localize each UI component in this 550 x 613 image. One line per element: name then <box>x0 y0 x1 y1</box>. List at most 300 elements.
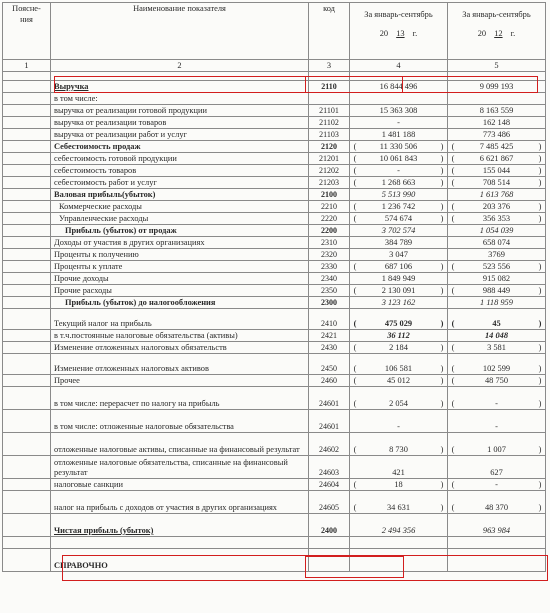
close-paren: ) <box>440 166 444 175</box>
column-number: 2 <box>51 60 309 72</box>
explanation-cell <box>3 249 51 261</box>
value-2013: - <box>350 117 448 129</box>
indicator-code: 2330 <box>309 261 350 273</box>
indicator-name: налог на прибыль с доходов от участия в других организациях <box>51 491 309 514</box>
close-paren: ) <box>440 376 444 385</box>
value-2012 <box>448 354 546 375</box>
open-paren: ( <box>451 286 455 295</box>
open-paren: ( <box>353 364 357 373</box>
indicator-name <box>51 537 309 549</box>
close-paren: ) <box>538 214 542 223</box>
explanation-cell <box>3 410 51 433</box>
header-year-2013: 13 <box>396 29 405 38</box>
value-2012: 773 486 <box>448 129 546 141</box>
value-2012: 3769 <box>448 249 546 261</box>
value-2012: 963 984 <box>448 514 546 537</box>
open-paren: ( <box>451 214 455 223</box>
table-row <box>3 375 546 387</box>
value-2012 <box>448 375 546 387</box>
indicator-code: 2310 <box>309 237 350 249</box>
table-row <box>3 549 546 572</box>
explanation-cell <box>3 309 51 330</box>
indicator-name: в т.ч.постоянные налоговые обязательства (активы) <box>51 330 309 342</box>
indicator-code: 24601 <box>309 387 350 410</box>
value-2013: 421 <box>350 456 448 479</box>
close-paren: ) <box>440 142 444 151</box>
table-row <box>3 309 546 330</box>
indicator-name: себестоимость готовой продукции <box>51 153 309 165</box>
open-paren: ( <box>353 202 357 211</box>
table-row <box>3 177 546 189</box>
value-2012 <box>448 433 546 456</box>
explanation-cell <box>3 117 51 129</box>
header-explanations: Поясне-ния <box>3 3 51 60</box>
open-paren: ( <box>451 503 455 512</box>
value-wrapper <box>449 285 544 296</box>
close-paren: ) <box>440 202 444 211</box>
indicator-code: 21201 <box>309 153 350 165</box>
value-number: 155 044 <box>482 166 511 175</box>
explanation-cell <box>3 549 51 572</box>
table-row <box>3 354 546 375</box>
value-2013 <box>350 537 448 549</box>
close-paren: ) <box>538 178 542 187</box>
indicator-name: налоговые санкции <box>51 479 309 491</box>
value-wrapper <box>449 479 544 490</box>
indicator-name: себестоимость товаров <box>51 165 309 177</box>
indicator-name: Управленческие расходы <box>51 213 309 225</box>
value-number: 3 581 <box>487 343 506 352</box>
indicator-code: 2421 <box>309 330 350 342</box>
value-2013: 3 047 <box>350 249 448 261</box>
value-2012 <box>448 491 546 514</box>
indicator-code: 2350 <box>309 285 350 297</box>
indicator-code: 21202 <box>309 165 350 177</box>
close-paren: ) <box>538 202 542 211</box>
value-wrapper <box>449 177 544 188</box>
value-wrapper <box>351 342 446 353</box>
indicator-code: 2200 <box>309 225 350 237</box>
table-row <box>3 237 546 249</box>
value-wrapper <box>449 375 544 386</box>
explanation-cell <box>3 514 51 537</box>
explanation-cell <box>3 201 51 213</box>
column-number: 3 <box>309 60 350 72</box>
open-paren: ( <box>353 154 357 163</box>
value-number: 1 007 <box>487 445 506 454</box>
close-paren: ) <box>440 343 444 352</box>
table-row <box>3 410 546 433</box>
indicator-name: Прочее <box>51 375 309 387</box>
value-2013: 16 844 496 <box>350 81 448 93</box>
table-row <box>3 93 546 105</box>
explanation-cell <box>3 491 51 514</box>
value-2012: 1 613 768 <box>448 189 546 201</box>
value-number: 48 750 <box>484 376 509 385</box>
explanation-cell <box>3 213 51 225</box>
value-2013 <box>350 375 448 387</box>
open-paren: ( <box>451 178 455 187</box>
explanation-cell <box>3 93 51 105</box>
open-paren: ( <box>353 480 357 489</box>
value-wrapper <box>449 213 544 224</box>
close-paren: ) <box>538 480 542 489</box>
value-2013 <box>350 93 448 105</box>
header-year-2012: 12 <box>494 29 503 38</box>
header-period-2013-title: За январь-сентябрь <box>364 10 433 19</box>
indicator-name: отложенные налоговые обязательства, списанные на финансовый результат <box>51 456 309 479</box>
value-wrapper <box>449 153 544 164</box>
indicator-code: 2210 <box>309 201 350 213</box>
value-2012 <box>448 93 546 105</box>
indicator-code: 24601 <box>309 410 350 433</box>
value-wrapper <box>449 201 544 212</box>
indicator-name: Выручка <box>51 81 309 93</box>
explanation-cell <box>3 141 51 153</box>
open-paren: ( <box>353 262 357 271</box>
table-row <box>3 213 546 225</box>
explanation-cell <box>3 433 51 456</box>
explanation-cell <box>3 297 51 309</box>
value-wrapper <box>351 153 446 164</box>
value-wrapper <box>449 444 544 455</box>
close-paren: ) <box>440 503 444 512</box>
indicator-name: себестоимость работ и услуг <box>51 177 309 189</box>
table-row <box>3 141 546 153</box>
value-2013 <box>350 285 448 297</box>
indicator-name: СПРАВОЧНО <box>51 549 309 572</box>
explanation-cell <box>3 177 51 189</box>
spacer-row <box>3 72 546 81</box>
indicator-name: Прочие расходы <box>51 285 309 297</box>
open-paren: ( <box>451 319 455 328</box>
indicator-name: Текущий налог на прибыль <box>51 309 309 330</box>
close-paren: ) <box>440 154 444 163</box>
value-2013: 15 363 308 <box>350 105 448 117</box>
explanation-cell <box>3 153 51 165</box>
close-paren: ) <box>440 262 444 271</box>
spacer-cell <box>448 72 546 81</box>
header-period-2012 <box>448 3 546 60</box>
table-row <box>3 433 546 456</box>
income-statement-table <box>2 2 546 572</box>
open-paren: ( <box>353 399 357 408</box>
explanation-cell <box>3 261 51 273</box>
table-row <box>3 342 546 354</box>
close-paren: ) <box>538 343 542 352</box>
value-number: 2 184 <box>389 343 408 352</box>
value-2013 <box>350 342 448 354</box>
open-paren: ( <box>353 286 357 295</box>
close-paren: ) <box>440 319 444 328</box>
value-wrapper <box>351 398 446 409</box>
value-number: 11 330 506 <box>379 142 418 151</box>
close-paren: ) <box>440 445 444 454</box>
table-row <box>3 189 546 201</box>
value-2013 <box>350 479 448 491</box>
value-number: 48 370 <box>484 503 509 512</box>
indicator-name: Изменение отложенных налоговых обязательств <box>51 342 309 354</box>
indicator-code: 2410 <box>309 309 350 330</box>
table-row <box>3 514 546 537</box>
indicator-name: в том числе: отложенные налоговые обязательства <box>51 410 309 433</box>
open-paren: ( <box>353 445 357 454</box>
close-paren: ) <box>440 214 444 223</box>
explanation-cell <box>3 273 51 285</box>
explanation-cell <box>3 105 51 117</box>
indicator-code: 2430 <box>309 342 350 354</box>
open-paren: ( <box>353 142 357 151</box>
value-number: 102 599 <box>482 364 511 373</box>
explanation-cell <box>3 537 51 549</box>
column-numbers-row <box>3 60 546 72</box>
explanation-cell <box>3 237 51 249</box>
value-2013 <box>350 491 448 514</box>
value-number: 34 631 <box>386 503 411 512</box>
explanation-cell <box>3 479 51 491</box>
explanation-cell <box>3 330 51 342</box>
value-number: 574 674 <box>384 214 413 223</box>
open-paren: ( <box>451 399 455 408</box>
indicator-name: отложенные налоговые активы, списанные на финансовый результат <box>51 433 309 456</box>
value-number: 687 106 <box>384 262 413 271</box>
value-number: - <box>495 399 498 408</box>
value-2012: 1 054 039 <box>448 225 546 237</box>
indicator-code: 2300 <box>309 297 350 309</box>
table-row <box>3 479 546 491</box>
value-number: 8 730 <box>389 445 408 454</box>
table-row <box>3 249 546 261</box>
value-2013: 3 123 162 <box>350 297 448 309</box>
value-2012 <box>448 213 546 225</box>
explanation-cell <box>3 456 51 479</box>
close-paren: ) <box>538 154 542 163</box>
table-row <box>3 273 546 285</box>
table-row <box>3 129 546 141</box>
indicator-code <box>309 537 350 549</box>
open-paren: ( <box>353 178 357 187</box>
value-2012: 658 074 <box>448 237 546 249</box>
value-number: 2 054 <box>389 399 408 408</box>
column-number: 4 <box>350 60 448 72</box>
open-paren: ( <box>451 202 455 211</box>
value-wrapper <box>449 318 544 329</box>
table-row <box>3 165 546 177</box>
value-number: 988 449 <box>482 286 511 295</box>
value-number: 1 268 663 <box>381 178 416 187</box>
value-2013 <box>350 387 448 410</box>
value-2012 <box>448 141 546 153</box>
explanation-cell <box>3 225 51 237</box>
indicator-code: 2220 <box>309 213 350 225</box>
value-wrapper <box>351 285 446 296</box>
table-row <box>3 456 546 479</box>
value-2013 <box>350 177 448 189</box>
spacer-row <box>3 537 546 549</box>
value-number: 18 <box>394 480 403 489</box>
explanation-cell <box>3 165 51 177</box>
explanation-cell <box>3 354 51 375</box>
value-wrapper <box>449 342 544 353</box>
value-2013 <box>350 261 448 273</box>
indicator-code: 24605 <box>309 491 350 514</box>
table-row <box>3 117 546 129</box>
indicator-code: 21203 <box>309 177 350 189</box>
indicator-name: выручка от реализации работ и услуг <box>51 129 309 141</box>
value-2013 <box>350 549 448 572</box>
value-number: 106 581 <box>384 364 413 373</box>
explanation-cell <box>3 129 51 141</box>
spacer-cell <box>309 72 350 81</box>
indicator-name: Прочие доходы <box>51 273 309 285</box>
indicator-name: Чистая прибыль (убыток) <box>51 514 309 537</box>
value-number: 1 236 742 <box>381 202 416 211</box>
indicator-name: Доходы от участия в других организациях <box>51 237 309 249</box>
open-paren: ( <box>451 376 455 385</box>
header-period-2013 <box>350 3 448 60</box>
table-row <box>3 153 546 165</box>
table-row <box>3 261 546 273</box>
value-2013 <box>350 141 448 153</box>
value-wrapper <box>449 165 544 176</box>
indicator-name: выручка от реализации готовой продукции <box>51 105 309 117</box>
close-paren: ) <box>538 503 542 512</box>
indicator-name: Коммерческие расходы <box>51 201 309 213</box>
explanation-cell <box>3 387 51 410</box>
close-paren: ) <box>538 376 542 385</box>
header-indicator-name: Наименование показателя <box>51 3 309 60</box>
value-2013: 3 702 574 <box>350 225 448 237</box>
value-2013 <box>350 201 448 213</box>
value-2012 <box>448 387 546 410</box>
value-2013 <box>350 213 448 225</box>
close-paren: ) <box>440 399 444 408</box>
value-2013 <box>350 153 448 165</box>
value-wrapper <box>351 444 446 455</box>
close-paren: ) <box>538 445 542 454</box>
indicator-code <box>309 549 350 572</box>
value-number: 2 130 091 <box>381 286 416 295</box>
value-2013: 1 849 949 <box>350 273 448 285</box>
open-paren: ( <box>353 214 357 223</box>
column-number: 1 <box>3 60 51 72</box>
value-2013: - <box>350 410 448 433</box>
value-wrapper <box>449 502 544 513</box>
value-number: 45 012 <box>386 376 411 385</box>
close-paren: ) <box>538 286 542 295</box>
open-paren: ( <box>353 503 357 512</box>
explanation-cell <box>3 189 51 201</box>
table-header-row <box>3 3 546 60</box>
value-2012 <box>448 201 546 213</box>
close-paren: ) <box>440 480 444 489</box>
value-2012: 14 048 <box>448 330 546 342</box>
value-number: 7 485 425 <box>479 142 514 151</box>
value-2012 <box>448 537 546 549</box>
table-row <box>3 491 546 514</box>
open-paren: ( <box>451 343 455 352</box>
value-2013: 5 513 990 <box>350 189 448 201</box>
close-paren: ) <box>538 319 542 328</box>
value-2012: 915 082 <box>448 273 546 285</box>
value-2012: 8 163 559 <box>448 105 546 117</box>
explanation-cell <box>3 81 51 93</box>
value-2012: 9 099 193 <box>448 81 546 93</box>
indicator-name: Проценты к получению <box>51 249 309 261</box>
value-2012: 1 118 959 <box>448 297 546 309</box>
spacer-cell <box>350 72 448 81</box>
value-2013: 2 494 356 <box>350 514 448 537</box>
value-number: - <box>495 480 498 489</box>
close-paren: ) <box>440 286 444 295</box>
value-2013: 384 789 <box>350 237 448 249</box>
close-paren: ) <box>538 364 542 373</box>
value-2012: 627 <box>448 456 546 479</box>
value-number: 6 621 867 <box>479 154 514 163</box>
open-paren: ( <box>451 154 455 163</box>
indicator-code: 21101 <box>309 105 350 117</box>
indicator-code: 2110 <box>309 81 350 93</box>
value-wrapper <box>449 141 544 152</box>
value-wrapper <box>351 213 446 224</box>
value-wrapper <box>351 261 446 272</box>
value-wrapper <box>351 375 446 386</box>
value-2012 <box>448 165 546 177</box>
open-paren: ( <box>353 376 357 385</box>
table-row <box>3 105 546 117</box>
indicator-name: Изменение отложенных налоговых активов <box>51 354 309 375</box>
indicator-name: Прибыль (убыток) до налогообложения <box>51 297 309 309</box>
explanation-cell <box>3 285 51 297</box>
value-wrapper <box>449 363 544 374</box>
open-paren: ( <box>451 445 455 454</box>
value-wrapper <box>449 261 544 272</box>
value-number: 708 514 <box>482 178 511 187</box>
value-2012: - <box>448 410 546 433</box>
value-2013 <box>350 309 448 330</box>
value-2013 <box>350 354 448 375</box>
header-year-suffix: г. <box>510 29 516 38</box>
value-2013: 36 112 <box>350 330 448 342</box>
value-number: 523 556 <box>482 262 511 271</box>
open-paren: ( <box>451 364 455 373</box>
value-2012 <box>448 285 546 297</box>
value-wrapper <box>351 318 446 329</box>
table-row <box>3 285 546 297</box>
open-paren: ( <box>353 166 357 175</box>
value-2013 <box>350 433 448 456</box>
indicator-code: 21102 <box>309 117 350 129</box>
indicator-code: 21103 <box>309 129 350 141</box>
header-year-prefix: 20 <box>477 29 487 38</box>
table-row <box>3 387 546 410</box>
indicator-code: 24604 <box>309 479 350 491</box>
indicator-code: 2340 <box>309 273 350 285</box>
value-2012: 162 148 <box>448 117 546 129</box>
value-2012 <box>448 177 546 189</box>
open-paren: ( <box>451 142 455 151</box>
open-paren: ( <box>353 319 357 328</box>
value-number: - <box>397 166 400 175</box>
close-paren: ) <box>538 166 542 175</box>
table-row <box>3 81 546 93</box>
header-period-2012-title: За январь-сентябрь <box>462 10 531 19</box>
value-2012 <box>448 549 546 572</box>
value-number: 10 061 843 <box>379 154 418 163</box>
header-year-prefix: 20 <box>379 29 389 38</box>
indicator-name: Валовая прибыль(убыток) <box>51 189 309 201</box>
value-2012 <box>448 153 546 165</box>
